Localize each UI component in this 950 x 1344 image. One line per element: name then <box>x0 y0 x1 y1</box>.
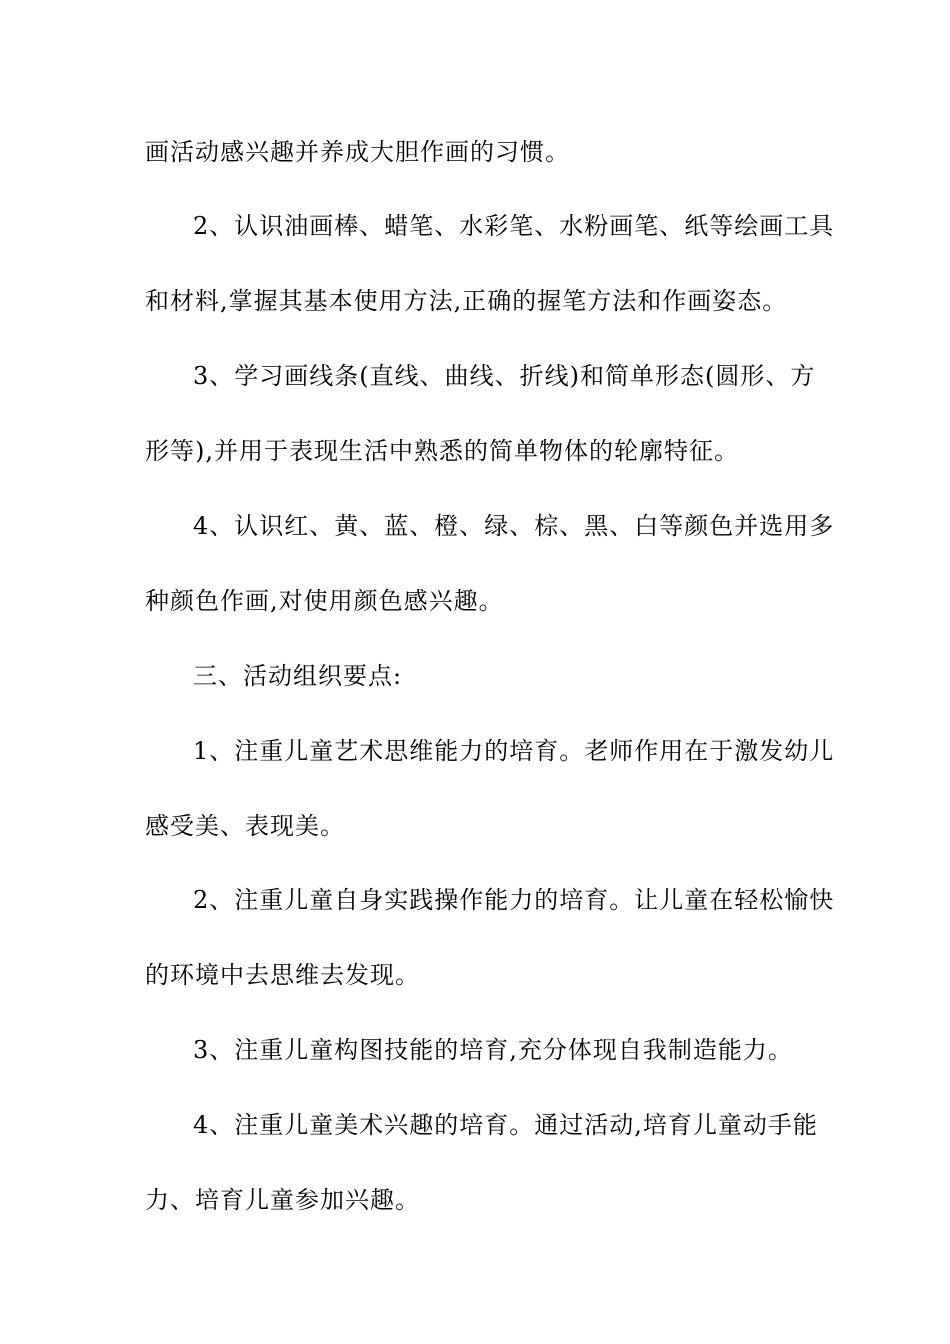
paragraph-line-14: 4、注重儿童美术兴趣的培育。通过活动,培育儿童动手能 <box>193 1111 818 1139</box>
paragraph-line-3: 和材料,掌握其基本使用方法,正确的握笔方法和作画姿态。 <box>145 287 788 315</box>
paragraph-line-6: 4、认识红、黄、蓝、橙、绿、棕、黑、白等颜色并选用多 <box>193 512 835 540</box>
paragraph-line-5: 形等),并用于表现生活中熟悉的简单物体的轮廓特征。 <box>145 437 739 465</box>
paragraph-line-4: 3、学习画线条(直线、曲线、折线)和简单形态(圆形、方 <box>193 362 816 390</box>
paragraph-line-9: 1、注重儿童艺术思维能力的培育。老师作用在于激发幼儿 <box>193 737 835 765</box>
paragraph-line-1: 画活动感兴趣并养成大胆作画的习惯。 <box>145 138 570 166</box>
paragraph-line-2: 2、认识油画棒、蜡笔、水彩笔、水粉画笔、纸等绘画工具 <box>193 212 835 240</box>
paragraph-line-15: 力、培育儿童参加兴趣。 <box>145 1186 420 1214</box>
paragraph-line-10: 感受美、表现美。 <box>145 812 345 840</box>
paragraph-line-11: 2、注重儿童自身实践操作能力的培育。让儿童在轻松愉快 <box>193 886 835 914</box>
section-heading: 三、活动组织要点: <box>193 662 403 690</box>
paragraph-line-7: 种颜色作画,对使用颜色感兴趣。 <box>145 587 504 615</box>
paragraph-line-12: 的环境中去思维去发现。 <box>145 961 420 989</box>
paragraph-line-13: 3、注重儿童构图技能的培育,充分体现自我制造能力。 <box>193 1036 793 1064</box>
